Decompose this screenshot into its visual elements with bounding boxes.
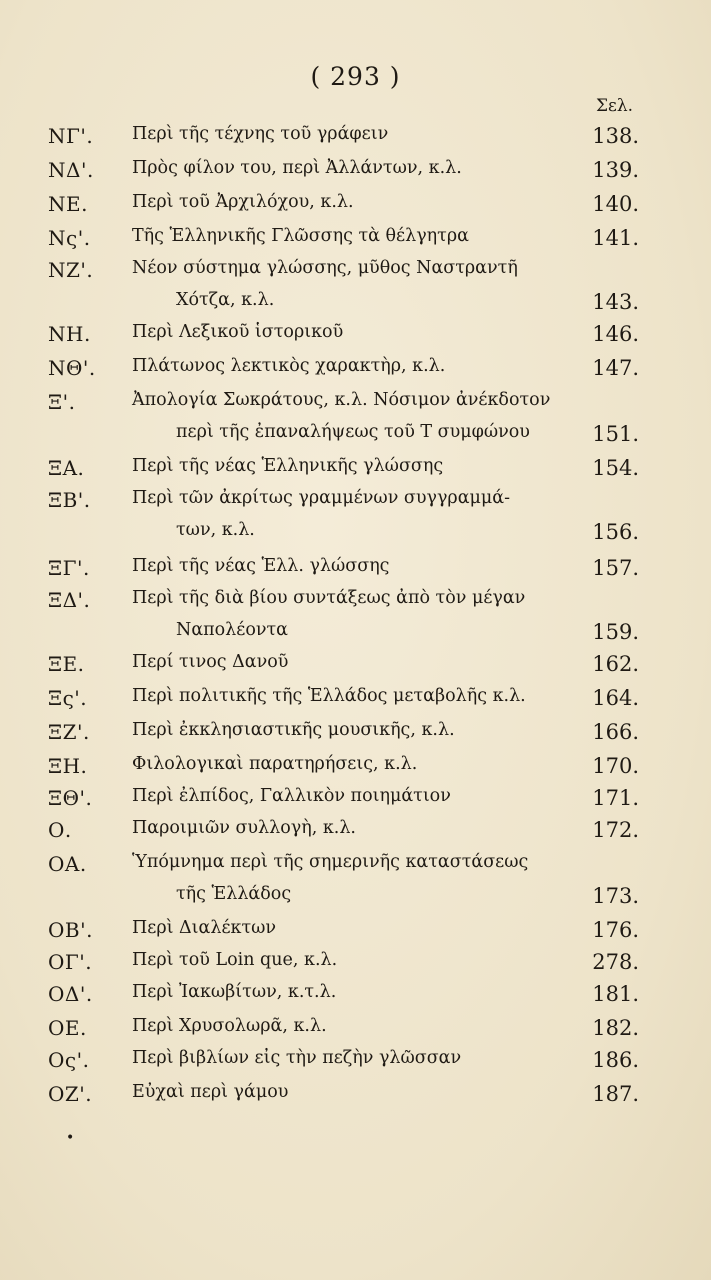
entry-number: ΝΔ'. xyxy=(48,158,94,182)
entry-page: 159. xyxy=(592,620,639,644)
toc-entry xyxy=(0,226,711,256)
entry-page: 162. xyxy=(592,652,639,676)
toc-entry xyxy=(0,720,711,750)
entry-title: Περὶ βιβλίων εἰς τὴν πεζὴν γλῶσσαν xyxy=(132,1048,462,1068)
entry-number: ΞΗ. xyxy=(48,754,88,778)
entry-page: 151. xyxy=(592,422,639,446)
entry-page: 186. xyxy=(592,1048,639,1072)
entry-page: 138. xyxy=(592,124,639,148)
toc-entry xyxy=(0,158,711,188)
entry-page: 140. xyxy=(592,192,639,216)
toc-entry xyxy=(0,852,711,908)
entry-number: ΟΒ'. xyxy=(48,918,93,942)
entry-title-continued: των, κ.λ. xyxy=(176,520,255,540)
entry-number: ΞΑ. xyxy=(48,456,85,480)
entry-title: Πρὸς φίλον του, περὶ Ἀλλάντων, κ.λ. xyxy=(132,158,462,178)
toc-entry xyxy=(0,488,711,544)
entry-title: Ἀπολογία Σωκράτους, κ.λ. Νόσιμον ἀνέκδοτον xyxy=(132,390,551,410)
entry-title-continued: Χότζα, κ.λ. xyxy=(176,290,275,310)
entry-title: Περὶ ἐλπίδος, Γαλλικὸν ποιημάτιον xyxy=(132,786,451,806)
entry-title: Ὑπόμνημα περὶ τῆς σημερινῆς καταστάσεως xyxy=(132,852,529,872)
entry-page: 157. xyxy=(592,556,639,580)
entry-title: Περὶ Ἰακωβίτων, κ.τ.λ. xyxy=(132,982,337,1002)
entry-title: Εὐχαὶ περὶ γάμου xyxy=(132,1082,289,1102)
entry-title: Τῆς Ἑλληνικῆς Γλῶσσης τὰ θέλγητρα xyxy=(132,226,469,246)
toc-entry xyxy=(0,390,711,446)
entry-title: Περὶ τοῦ Loin que, κ.λ. xyxy=(132,950,338,970)
page-number: ( 293 ) xyxy=(310,62,401,91)
entry-title: Περὶ Λεξικοῦ ἱστορικοῦ xyxy=(132,322,344,342)
entry-title: Περί τινος Δανοῦ xyxy=(132,652,289,672)
entry-number: Ος'. xyxy=(48,1048,90,1072)
page-column-label: Σελ. xyxy=(596,96,634,116)
toc-entry xyxy=(0,322,711,352)
toc-entry xyxy=(0,786,711,816)
entry-number: Νς'. xyxy=(48,226,91,250)
entry-title: Περὶ τῆς νέας Ἑλλ. γλώσσης xyxy=(132,556,390,576)
entry-page: 147. xyxy=(592,356,639,380)
entry-page: 171. xyxy=(592,786,639,810)
entry-page: 156. xyxy=(592,520,639,544)
entry-number: ΞΔ'. xyxy=(48,588,91,612)
toc-entry xyxy=(0,556,711,586)
entry-page: 187. xyxy=(592,1082,639,1106)
entry-page: 170. xyxy=(592,754,639,778)
entry-number: ΝΗ. xyxy=(48,322,91,346)
toc-entry xyxy=(0,192,711,222)
toc-entry xyxy=(0,754,711,784)
entry-page: 154. xyxy=(592,456,639,480)
toc-entry xyxy=(0,456,711,486)
entry-title: Περὶ πολιτικῆς τῆς Ἑλλάδος μεταβολῆς κ.λ. xyxy=(132,686,526,706)
entry-title: Περὶ τοῦ Ἀρχιλόχου, κ.λ. xyxy=(132,192,354,212)
entry-title: Περὶ τῶν ἀκρίτως γραμμένων συγγραμμά- xyxy=(132,488,510,508)
entry-number: ΞΘ'. xyxy=(48,786,93,810)
toc-entry xyxy=(0,356,711,386)
entry-title: Νέον σύστημα γλώσσης, μῦθος Ναστραντῆ xyxy=(132,258,518,278)
entry-page: 139. xyxy=(592,158,639,182)
toc-entry xyxy=(0,686,711,716)
entry-page: 164. xyxy=(592,686,639,710)
entry-title: Παροιμιῶν συλλογὴ, κ.λ. xyxy=(132,818,356,838)
entry-title-continued: τῆς Ἑλλάδος xyxy=(176,884,292,904)
toc-entry xyxy=(0,588,711,644)
entry-number: ΟΕ. xyxy=(48,1016,87,1040)
entry-number: ΞΓ'. xyxy=(48,556,90,580)
entry-number: ΞΖ'. xyxy=(48,720,90,744)
toc-entry xyxy=(0,258,711,314)
entry-number: Ξ'. xyxy=(48,390,76,414)
entry-page: 143. xyxy=(592,290,639,314)
entry-page: 166. xyxy=(592,720,639,744)
entry-page: 173. xyxy=(592,884,639,908)
toc-entry xyxy=(0,1048,711,1078)
toc-entry xyxy=(0,818,711,848)
entry-title: Περὶ τῆς νέας Ἑλληνικῆς γλώσσης xyxy=(132,456,444,476)
entry-page: 141. xyxy=(592,226,639,250)
entry-number: ΞΒ'. xyxy=(48,488,91,512)
entry-title-continued: περὶ τῆς ἐπαναλήψεως τοῦ Τ συμφώνου xyxy=(176,422,530,442)
entry-number: ΝΕ. xyxy=(48,192,88,216)
toc-entry xyxy=(0,652,711,682)
entry-title: Πλάτωνος λεκτικὸς χαρακτὴρ, κ.λ. xyxy=(132,356,446,376)
entry-number: ΟΓ'. xyxy=(48,950,93,974)
entry-page: 146. xyxy=(592,322,639,346)
entry-number: ΟΑ. xyxy=(48,852,87,876)
entry-number: Ο. xyxy=(48,818,72,842)
entry-number: ΟΖ'. xyxy=(48,1082,93,1106)
entry-number: ΝΖ'. xyxy=(48,258,94,282)
entry-title: Περὶ τῆς τέχνης τοῦ γράφειν xyxy=(132,124,389,144)
entry-page: 278. xyxy=(592,950,639,974)
entry-title: Περὶ Διαλέκτων xyxy=(132,918,277,938)
toc-entry xyxy=(0,918,711,948)
entry-number: ΟΔ'. xyxy=(48,982,93,1006)
entry-title: Περὶ Χρυσολωρᾶ, κ.λ. xyxy=(132,1016,327,1036)
toc-entry xyxy=(0,1082,711,1112)
toc-entry xyxy=(0,124,711,154)
entry-number: ΝΘ'. xyxy=(48,356,96,380)
entry-title: Περὶ τῆς διὰ βίου συντάξεως ἀπὸ τὸν μέγαν xyxy=(132,588,526,608)
toc-entry xyxy=(0,982,711,1012)
entry-title: Περὶ ἐκκλησιαστικῆς μουσικῆς, κ.λ. xyxy=(132,720,455,740)
entry-number: Ξς'. xyxy=(48,686,88,710)
entry-title-continued: Ναπολέοντα xyxy=(176,620,288,640)
entry-page: 182. xyxy=(592,1016,639,1040)
entry-page: 172. xyxy=(592,818,639,842)
entry-title: Φιλολογικαὶ παρατηρήσεις, κ.λ. xyxy=(132,754,418,774)
toc-entry xyxy=(0,1016,711,1046)
ink-mark: • xyxy=(66,1130,75,1146)
entry-number: ΞΕ. xyxy=(48,652,85,676)
entry-page: 176. xyxy=(592,918,639,942)
toc-entry xyxy=(0,950,711,980)
entry-number: ΝΓ'. xyxy=(48,124,94,148)
entry-page: 181. xyxy=(592,982,639,1006)
